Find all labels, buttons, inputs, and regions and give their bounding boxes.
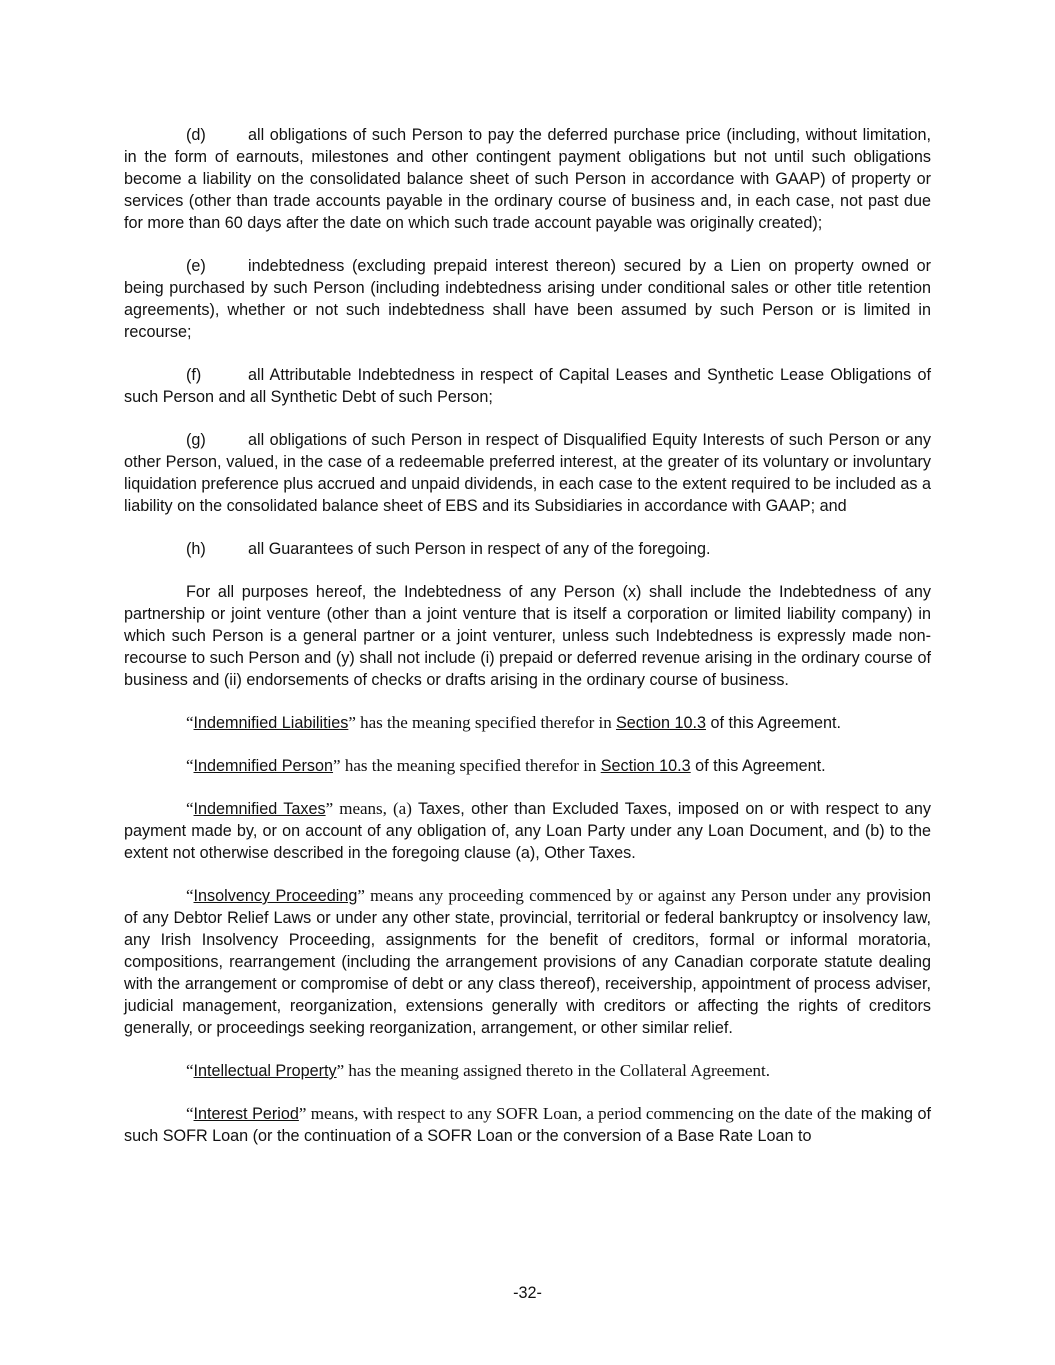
definition-text-serif: means any proceeding commenced by or against any Person under any [364, 886, 861, 905]
definition-text: making of such SOFR Loan (or the continuation of a SOFR Loan or the conversion of a Base Rate Loan to [124, 1105, 931, 1145]
clause-label-g: (g) [186, 431, 206, 449]
defined-term: Indemnified Taxes [193, 800, 326, 818]
paragraph-d [124, 124, 931, 234]
open-quote: “ [186, 799, 194, 818]
definition-indemnified-person [124, 755, 931, 777]
definition-insolvency-proceeding [124, 885, 931, 1039]
clause-label-e: (e) [186, 257, 206, 275]
open-quote: “ [186, 713, 194, 732]
clause-text-e: indebtedness (excluding prepaid interest thereon) secured by a Lien on property owned or being purchased by such Person (including indebtedness arising under conditional sales or other title retention agreements), whether or not such indebtedness shall have been assumed by such Person or is limited in recourse; [124, 257, 931, 341]
clause-text-f: all Attributable Indebtedness in respect of Capital Leases and Synthetic Lease Obligations of such Person and all Synthetic Debt of such Person; [124, 366, 931, 406]
close-quote: ” [357, 886, 365, 905]
definition-interest-period [124, 1103, 931, 1147]
close-quote: ” [336, 1061, 345, 1080]
defined-term: Intellectual Property [193, 1062, 337, 1080]
page-number: -32- [513, 1284, 542, 1302]
definition-text: has the meaning specified therefor in [355, 713, 616, 732]
definition-text: Taxes, other than Excluded Taxes, imposed on or with respect to any payment made by, or on account of any obligation of, any Loan Party under any Loan Document, and (b) to the extent not otherwise described in the foregoing clause (a), Other Taxes. [124, 800, 931, 862]
open-quote: “ [186, 1061, 194, 1080]
definition-intellectual-property [124, 1060, 931, 1082]
clause-text-h: all Guarantees of such Person in respect of any of the foregoing. [248, 540, 711, 558]
close-quote: ” [325, 799, 334, 818]
defined-term: Indemnified Liabilities [193, 714, 349, 732]
section-reference: Section 10.3 [615, 714, 706, 732]
document-page [124, 124, 931, 1168]
open-quote: “ [186, 756, 194, 775]
definition-text-end: of this Agreement. [690, 757, 826, 775]
definition-text-serif: has the meaning assigned thereto in the Collateral Agreement. [344, 1061, 770, 1080]
definition-text-end: of this Agreement. [705, 714, 841, 732]
paragraph-g [124, 429, 931, 517]
close-quote: ” [333, 756, 341, 775]
open-quote: “ [186, 886, 194, 905]
defined-term: Interest Period [193, 1105, 299, 1123]
clause-text-d: all obligations of such Person to pay the deferred purchase price (including, without limitation, in the form of earnouts, milestones and other contingent payment obligations but not until such obligations become a liability on the consolidated balance sheet of such Person in accordance with GAAP) of property or services (other than trade accounts payable in the ordinary course of business and, in each case, not past due for more than 60 days after the date on which such trade account payable was originally created); [124, 126, 931, 232]
definition-indemnified-liabilities [124, 712, 931, 734]
open-quote: “ [186, 1104, 194, 1123]
paragraph-f [124, 364, 931, 408]
clause-text-g: all obligations of such Person in respect of Disqualified Equity Interests of such Person or any other Person, valued, in the case of a redeemable preferred interest, at the greater of its voluntary or involuntary liquidation preference plus accrued and unpaid dividends, in each case to the extent required to be included as a liability on the consolidated balance sheet of EBS and its Subsidiaries in accordance with GAAP; and [124, 431, 931, 515]
paragraph-for-all-purposes: For all purposes hereof, the Indebtedness of any Person (x) shall include the Indebtedness of any partnership or joint venture (other than a joint venture that is itself a corporation or limited liability company) in which such Person is a general partner or a joint venturer, unless such Indebtedness is expressly made non-recourse to such Person and (y) shall not include (i) prepaid or deferred revenue arising in the ordinary course of business and (ii) endorsements of checks or drafts arising in the ordinary course of business. [124, 583, 931, 689]
definition-text-serif: means, with respect to any SOFR Loan, a period commencing on the date of the [306, 1104, 857, 1123]
clause-label-d: (d) [186, 126, 206, 144]
definition-text-serif: means, (a) [333, 799, 418, 818]
paragraph-e [124, 255, 931, 343]
clause-label-h: (h) [186, 540, 206, 558]
close-quote: ” [348, 713, 356, 732]
defined-term: Insolvency Proceeding [193, 887, 358, 905]
definition-text: provision of any Debtor Relief Laws or under any other state, provincial, territorial or federal bankruptcy or insolvency law, any Irish Insolvency Proceeding, assignments for the benefit of creditors, formal or informal moratoria, compositions, rearrangement (including the arrangement provisions of any Canadian corporate statute dealing with the arrangement or compromise of debt or any class thereof), receivership, appointment of process adviser, judicial management, reorganization, extensions generally with creditors or affecting the rights of creditors generally, or proceedings seeking reorganization, arrangement, or other similar relief. [124, 887, 931, 1037]
paragraph-h [124, 538, 931, 560]
section-reference: Section 10.3 [600, 757, 691, 775]
clause-label-f: (f) [186, 366, 202, 384]
close-quote: ” [298, 1104, 307, 1123]
definition-text: has the meaning specified therefor in [340, 756, 601, 775]
definition-indemnified-taxes [124, 798, 931, 864]
defined-term: Indemnified Person [193, 757, 334, 775]
